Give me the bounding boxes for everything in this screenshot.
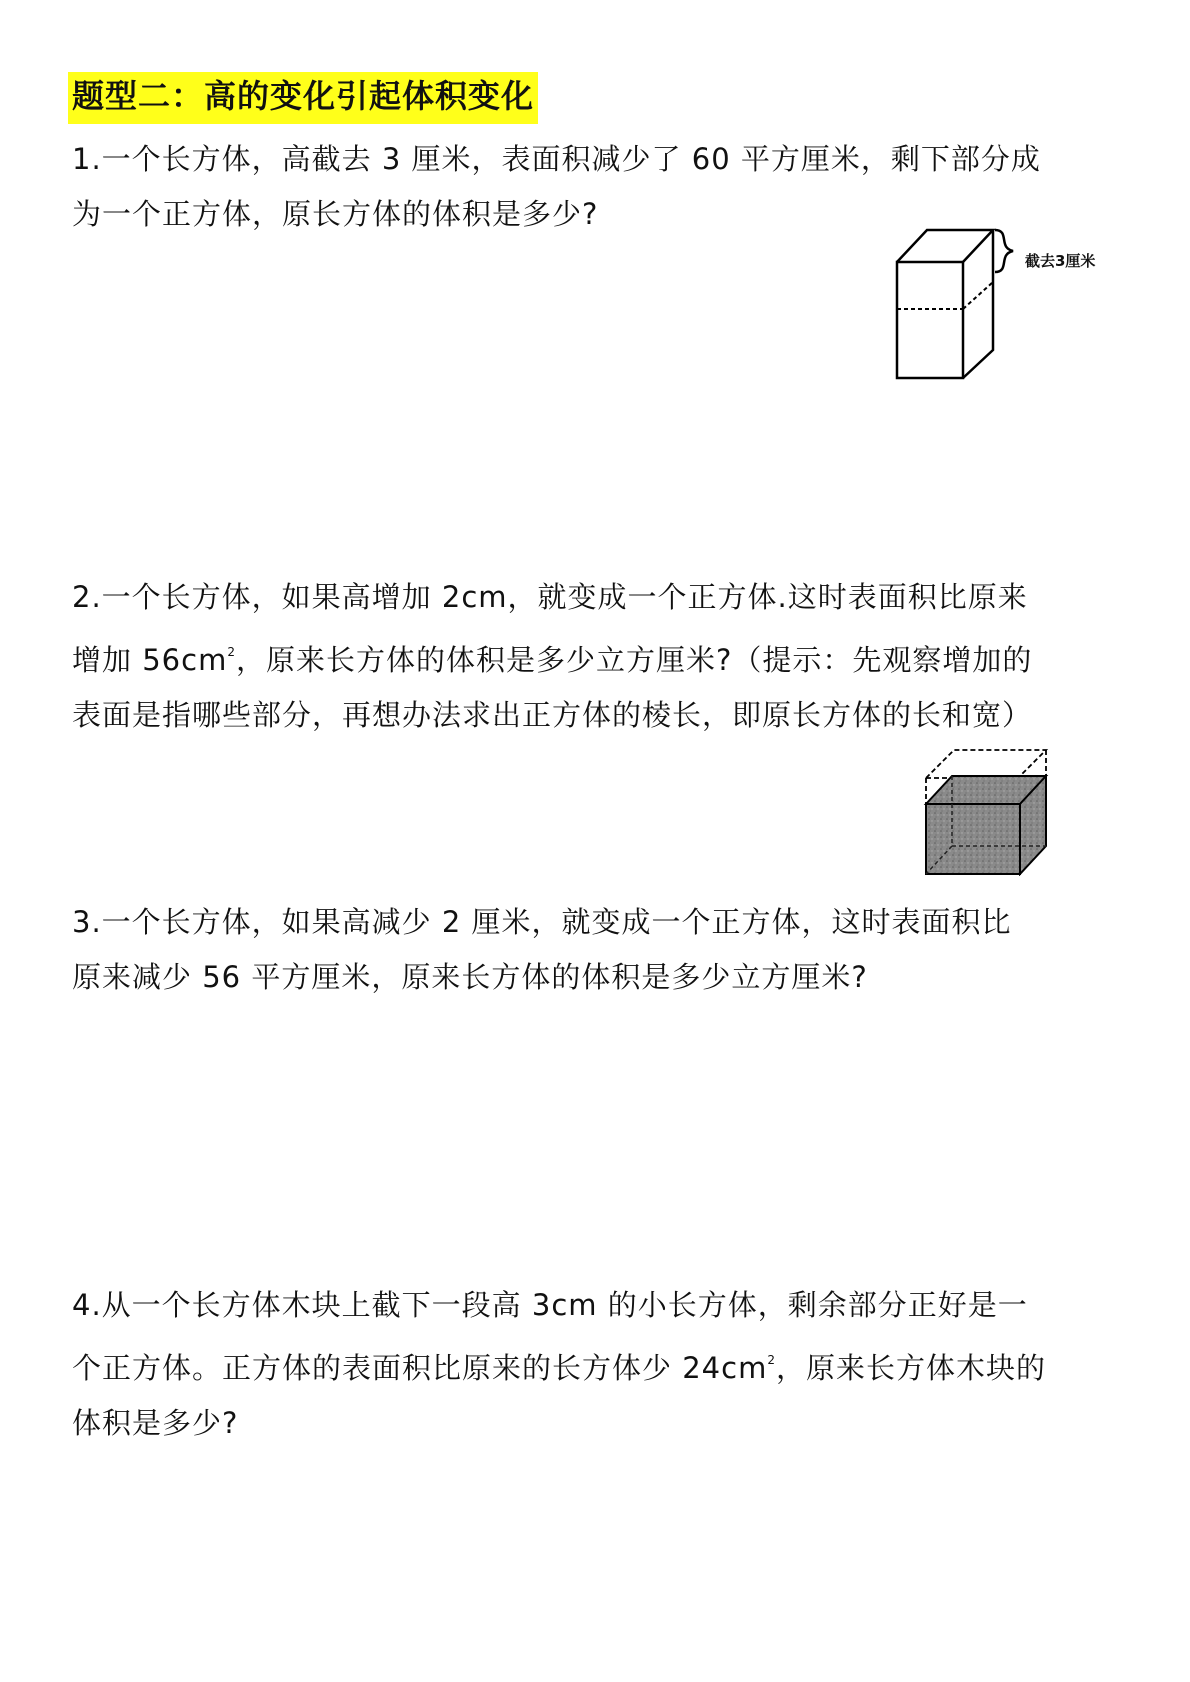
problem-4 xyxy=(72,1278,1112,1451)
problem-3-line-1: 3.一个长方体，如果高减少 2 厘米，就变成一个正方体，这时表面积比 xyxy=(72,905,1012,939)
problem-3 xyxy=(72,895,1112,1005)
problem-2-line-3: 表面是指哪些部分，再想办法求出正方体的棱长，即原长方体的长和宽） xyxy=(72,698,1033,732)
problem-4-line-1: 4.从一个长方体木块上截下一段高 3cm 的小长方体，剩余部分正好是一 xyxy=(72,1288,1028,1322)
problem-4-line-2-part-b: ，原来长方体木块的 xyxy=(775,1351,1046,1385)
problem-2-line-2-part-a: 增加 56cm xyxy=(72,643,228,677)
problem-2-line-2 xyxy=(72,625,1112,688)
problem-4-line-2-part-a: 个正方体。正方体的表面积比原来的长方体少 24cm xyxy=(72,1351,768,1385)
squared-superscript: 2 xyxy=(227,645,236,659)
problem-4-line-2 xyxy=(72,1333,1112,1396)
problem-2-line-2-part-b: ，原来长方体的体积是多少立方厘米?（提示：先观察增加的 xyxy=(235,643,1033,677)
problem-2 xyxy=(72,570,1112,743)
cut-3cm-label: 截去3厘米 xyxy=(1025,252,1096,270)
problem-2-line-1: 2.一个长方体，如果高增加 2cm，就变成一个正方体.这时表面积比原来 xyxy=(72,580,1028,614)
squared-superscript: 2 xyxy=(767,1353,776,1367)
problem-4-line-3: 体积是多少? xyxy=(72,1406,239,1440)
problem-1-line-2: 为一个正方体，原长方体的体积是多少? xyxy=(72,197,599,231)
problem-1-line-1: 1.一个长方体，高截去 3 厘米，表面积减少了 60 平方厘米，剩下部分成 xyxy=(72,142,1041,176)
section-title: 题型二：高的变化引起体积变化 xyxy=(68,72,538,124)
problem-3-line-2: 原来减少 56 平方厘米，原来长方体的体积是多少立方厘米? xyxy=(72,960,868,994)
problem-2-cuboid-figure xyxy=(922,746,1052,876)
problem-1-cuboid-figure xyxy=(895,226,1025,382)
